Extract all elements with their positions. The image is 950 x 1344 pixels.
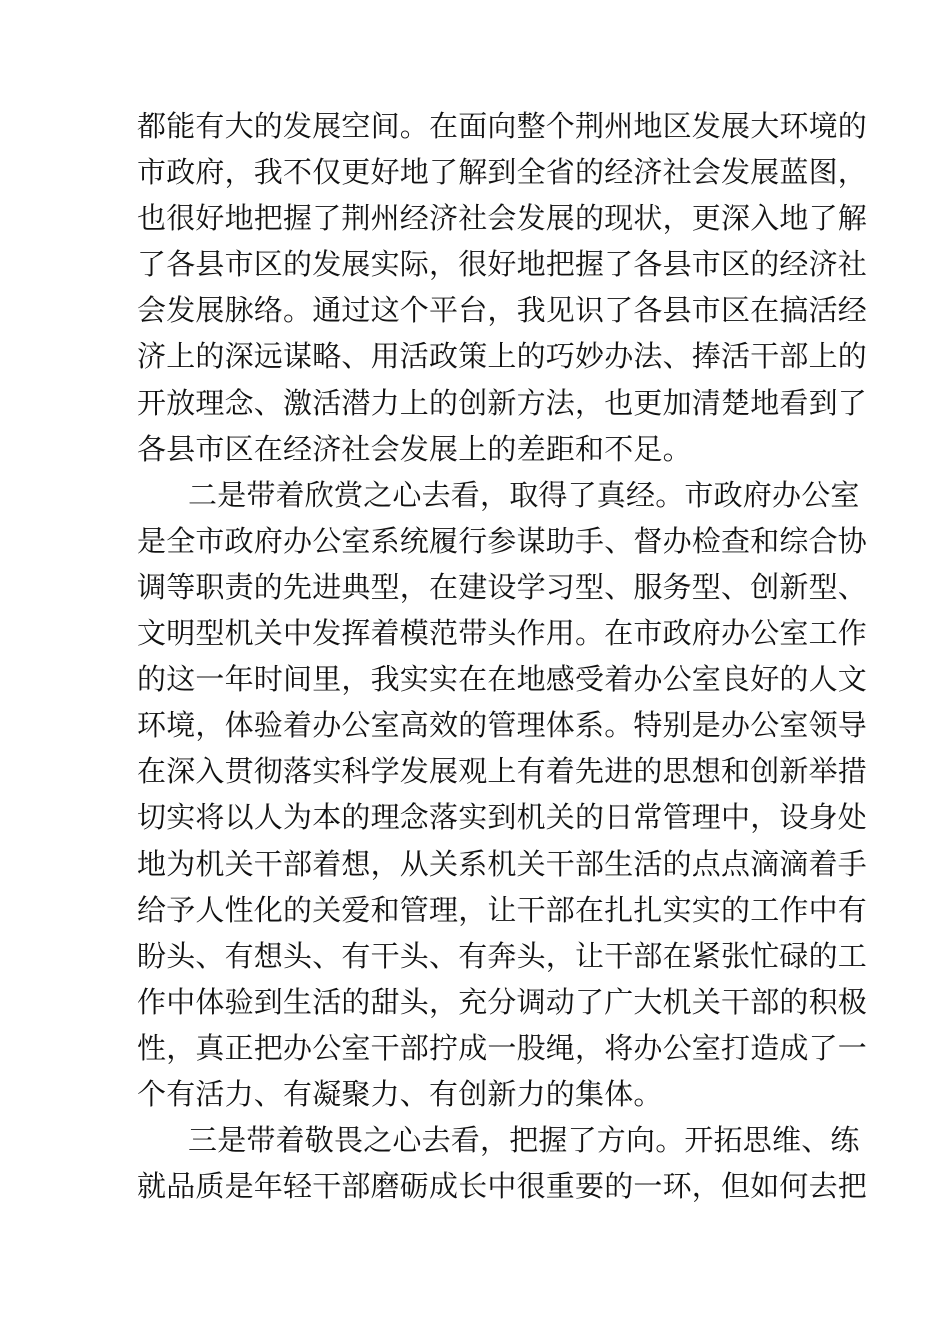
text-line: 环境，体验着办公室高效的管理体系。特别是办公室领导 <box>137 708 868 743</box>
text-line: 各县市区在经济社会发展上的差距和不足。 <box>137 431 692 466</box>
text-line: 是全市政府办公室系统履行参谋助手、督办检查和综合协 <box>137 523 868 558</box>
text-line: 也很好地把握了荆州经济社会发展的现状，更深入地了解 <box>137 201 868 236</box>
text-line: 市政府，我不仅更好地了解到全省的经济社会发展蓝图， <box>137 155 868 190</box>
text-line: 地为机关干部着想，从关系机关干部生活的点点滴滴着手 <box>137 846 868 881</box>
text-line: 给予人性化的关爱和管理，让干部在扎扎实实的工作中有 <box>137 892 868 927</box>
text-line: 开放理念、激活潜力上的创新方法，也更加清楚地看到了 <box>137 385 868 420</box>
text-line: 济上的深远谋略、用活政策上的巧妙办法、捧活干部上的 <box>137 339 868 374</box>
text-line: 盼头、有想头、有干头、有奔头，让干部在紧张忙碌的工 <box>137 938 868 973</box>
text-line: 的这一年时间里，我实实在在地感受着办公室良好的人文 <box>137 662 868 697</box>
text-line: 文明型机关中发挥着模范带头作用。在市政府办公室工作 <box>137 616 868 651</box>
paragraph-start-line: 二是带着欣赏之心去看，取得了真经。市政府办公室 <box>188 477 860 512</box>
paragraph-start-line: 三是带着敬畏之心去看，把握了方向。开拓思维、练 <box>188 1123 860 1158</box>
text-line: 了各县市区的发展实际，很好地把握了各县市区的经济社 <box>137 247 868 282</box>
text-line: 个有活力、有凝聚力、有创新力的集体。 <box>137 1076 663 1111</box>
text-line: 性，真正把办公室干部拧成一股绳，将办公室打造成了一 <box>137 1030 868 1065</box>
text-line: 切实将以人为本的理念落实到机关的日常管理中，设身处 <box>137 800 868 835</box>
text-line: 作中体验到生活的甜头，充分调动了广大机关干部的积极 <box>137 984 868 1019</box>
text-line: 就品质是年轻干部磨砺成长中很重要的一环，但如何去把 <box>137 1169 868 1204</box>
body-text <box>137 103 868 1209</box>
text-line: 都能有大的发展空间。在面向整个荆州地区发展大环境的 <box>137 109 868 143</box>
text-line: 会发展脉络。通过这个平台，我见识了各县市区在搞活经 <box>137 293 868 328</box>
text-line: 在深入贯彻落实科学发展观上有着先进的思想和创新举措 <box>137 754 868 789</box>
text-line: 调等职责的先进典型，在建设学习型、服务型、创新型、 <box>137 569 868 604</box>
